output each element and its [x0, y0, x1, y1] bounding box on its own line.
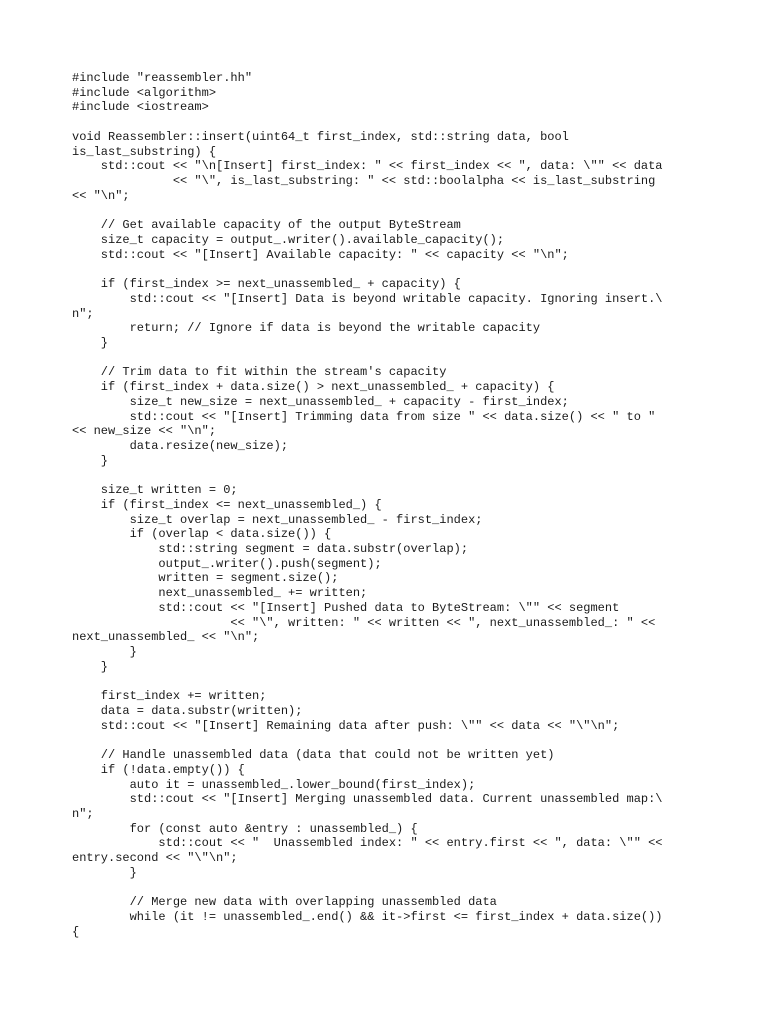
code-line: [72, 351, 663, 366]
code-line: std::cout << "[Insert] Trimming data from size " << data.size() << " to ": [72, 409, 656, 424]
code-line: size_t capacity = output_.writer().available_capacity();: [72, 232, 505, 247]
code-line: << "\n";: [72, 188, 130, 203]
code-line: std::cout << "[Insert] Remaining data after push: \"" << data << "\"\n";: [72, 718, 620, 733]
code-line: std::cout << "[Insert] Merging unassembled data. Current unassembled map:\: [72, 792, 663, 807]
code-line: [72, 733, 663, 748]
code-line: entry.second << "\"\n";: [72, 851, 238, 866]
code-line: [72, 468, 663, 483]
code-line: std::cout << "[Insert] Data is beyond writable capacity. Ignoring insert.\: [72, 291, 663, 306]
code-line: [72, 115, 663, 130]
code-line: return; // Ignore if data is beyond the writable capacity: [72, 321, 541, 336]
code-line: }: [72, 865, 137, 880]
code-line: auto it = unassembled_.lower_bound(first_index);: [72, 777, 476, 792]
code-line: while (it != unassembled_.end() && it->first <= first_index + data.size()): [72, 909, 663, 924]
code-line: #include <iostream>: [72, 100, 209, 115]
code-line: std::string segment = data.substr(overlap);: [72, 542, 469, 556]
code-line: << "\", written: " << written << ", next_unassembled_: " <<: [72, 615, 656, 630]
code-line: << new_size << "\n";: [72, 424, 217, 439]
code-line: n";: [72, 806, 94, 821]
code-line: data = data.substr(written);: [72, 703, 303, 718]
code-line: // Handle unassembled data (data that could not be written yet): [72, 748, 555, 763]
code-line: if (!data.empty()) {: [72, 762, 245, 777]
code-line: for (const auto &entry : unassembled_) {: [72, 821, 418, 836]
code-line: std::cout << "\n[Insert] first_index: " << first_index << ", data: \"" << data: [72, 159, 663, 174]
code-line: is_last_substring) {: [72, 144, 217, 159]
code-line: // Merge new data with overlapping unassembled data: [72, 895, 497, 910]
code-line: [72, 674, 663, 689]
code-line: }: [72, 335, 109, 350]
code-line: std::cout << "[Insert] Available capacity: " << capacity << "\n";: [72, 247, 569, 262]
code-line: #include <algorithm>: [72, 85, 217, 100]
code-line: size_t new_size = next_unassembled_ + capacity - first_index;: [72, 394, 569, 409]
code-line: n";: [72, 306, 94, 321]
code-line: written = segment.size();: [72, 571, 339, 586]
code-line: output_.writer().push(segment);: [72, 556, 382, 571]
code-line: if (first_index <= next_unassembled_) {: [72, 497, 382, 512]
code-line: std::cout << "[Insert] Pushed data to ByteStream: \"" << segment: [72, 600, 620, 615]
code-line: // Trim data to fit within the stream's capacity: [72, 365, 447, 380]
code-line: }: [72, 645, 137, 660]
code-block: [72, 71, 663, 939]
code-line: {: [72, 924, 80, 939]
code-line: #include "reassembler.hh": [72, 71, 253, 85]
code-line: << "\", is_last_substring: " << std::boolalpha << is_last_substring: [72, 174, 656, 189]
code-line: [72, 881, 663, 896]
code-line: if (first_index >= next_unassembled_ + capacity) {: [72, 277, 461, 292]
code-line: if (overlap < data.size()) {: [72, 527, 332, 542]
code-line: size_t overlap = next_unassembled_ - first_index;: [72, 512, 483, 527]
code-line: size_t written = 0;: [72, 483, 238, 498]
code-line: }: [72, 453, 109, 468]
code-line: first_index += written;: [72, 689, 267, 704]
code-line: std::cout << " Unassembled index: " << entry.first << ", data: \"" <<: [72, 836, 663, 851]
code-line: }: [72, 659, 109, 674]
code-line: void Reassembler::insert(uint64_t first_index, std::string data, bool: [72, 129, 569, 144]
code-line: // Get available capacity of the output ByteStream: [72, 218, 461, 233]
code-line: [72, 262, 663, 277]
code-line: next_unassembled_ += written;: [72, 586, 368, 601]
code-line: next_unassembled_ << "\n";: [72, 630, 260, 645]
code-line: data.resize(new_size);: [72, 438, 289, 453]
code-line: if (first_index + data.size() > next_unassembled_ + capacity) {: [72, 380, 555, 395]
code-line: [72, 203, 663, 218]
